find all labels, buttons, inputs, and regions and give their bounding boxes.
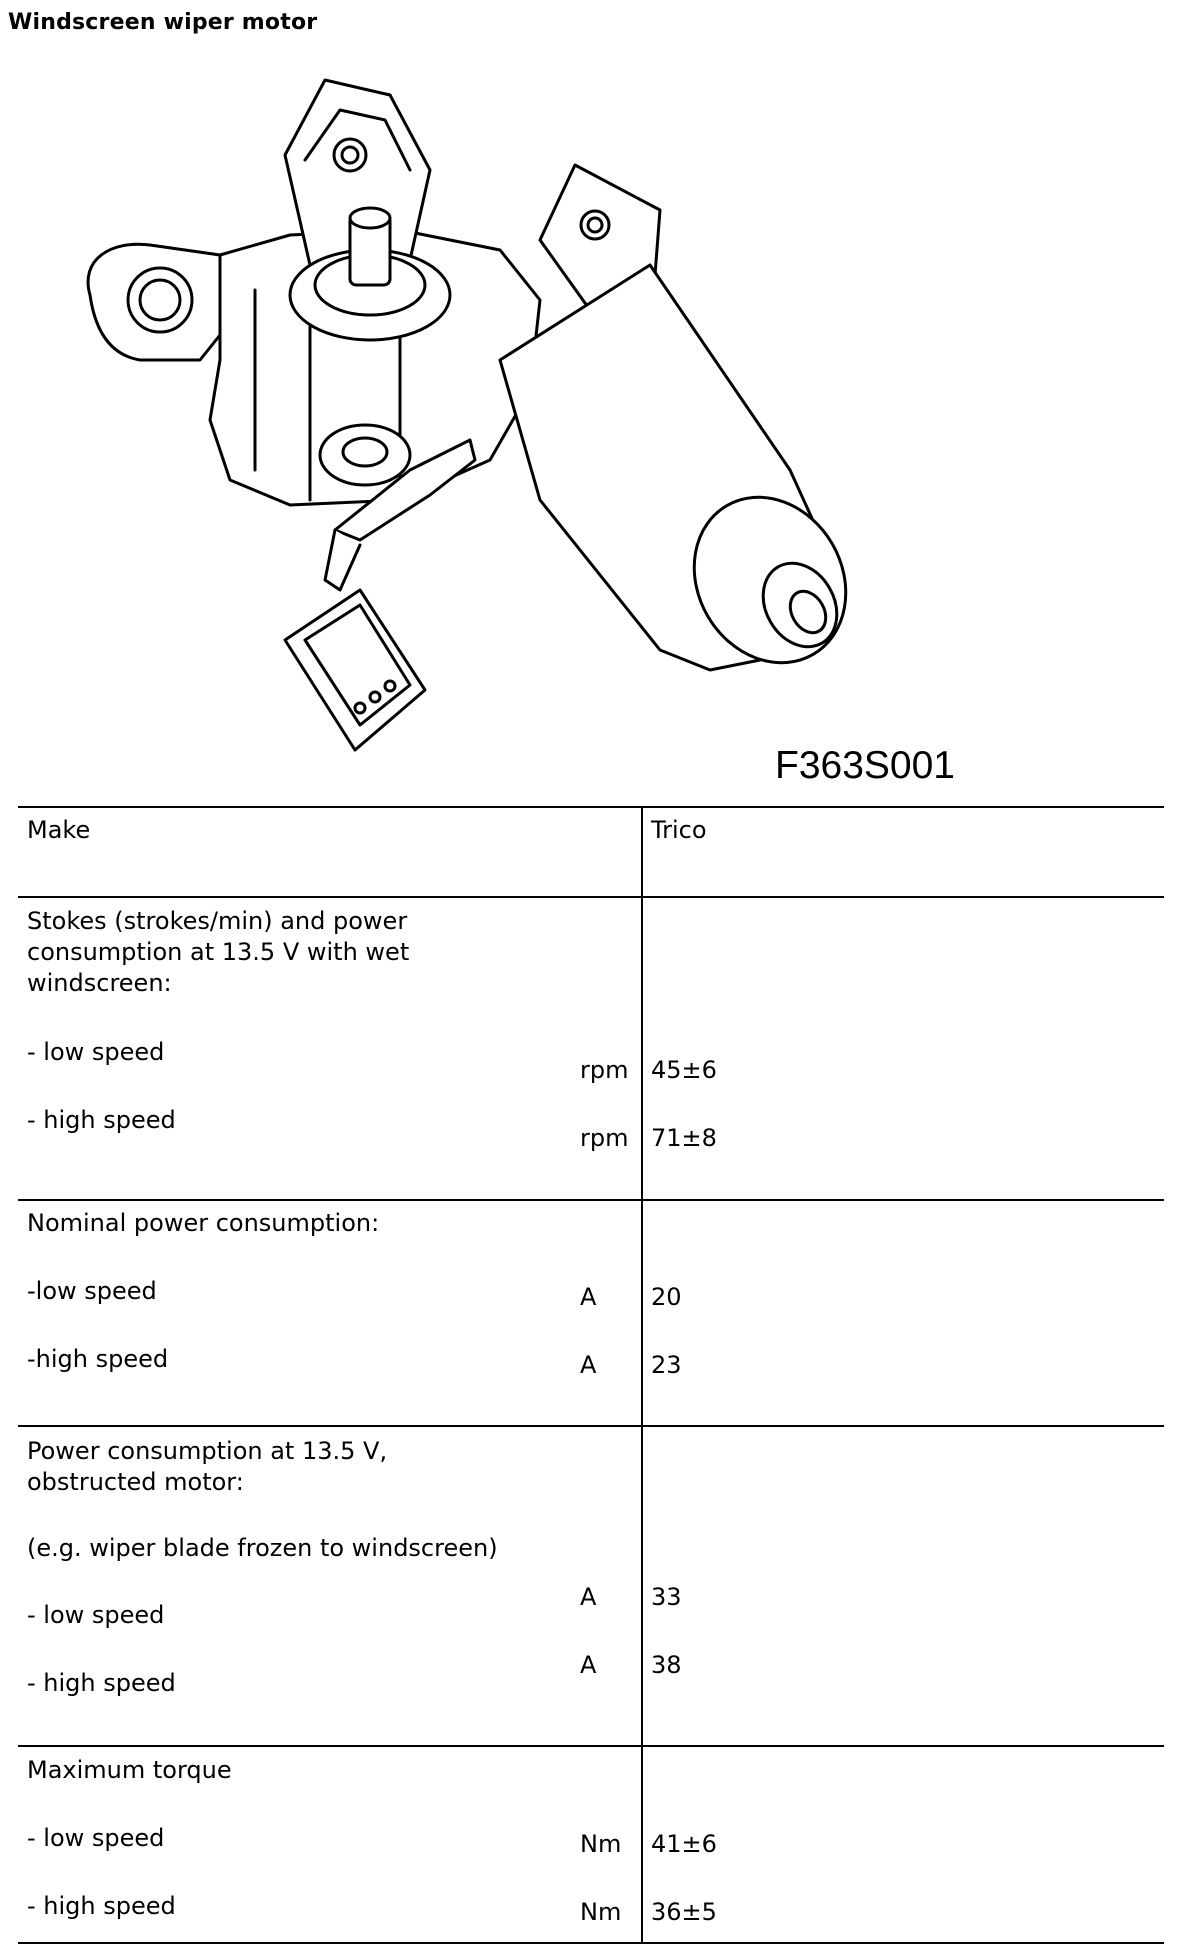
make-label: Make — [27, 816, 91, 844]
obstructed-note: (e.g. wiper blade frozen to windscreen) — [27, 1534, 498, 1562]
torque-low-label: - low speed — [27, 1824, 165, 1852]
nominal-heading: Nominal power consumption: — [27, 1209, 380, 1237]
strokes-high-value: 71±8 — [651, 1124, 717, 1152]
obstructed-high-label: - high speed — [27, 1669, 176, 1697]
table-bottom-rule — [18, 1942, 1164, 1944]
row-divider — [18, 1425, 1164, 1427]
wiper-motor-illustration — [70, 60, 890, 800]
obstructed-low-value: 33 — [651, 1583, 682, 1611]
column-divider — [641, 806, 643, 1944]
nominal-low-value: 20 — [651, 1283, 682, 1311]
obstructed-high-unit: A — [580, 1651, 597, 1679]
row-divider — [18, 896, 1164, 898]
table-top-rule — [18, 806, 1164, 808]
obstructed-high-value: 38 — [651, 1651, 682, 1679]
nominal-low-label: -low speed — [27, 1277, 157, 1305]
nominal-low-unit: A — [580, 1283, 597, 1311]
nominal-high-label: -high speed — [27, 1345, 169, 1373]
strokes-high-unit: rpm — [580, 1124, 629, 1152]
strokes-low-unit: rpm — [580, 1056, 629, 1084]
torque-high-unit: Nm — [580, 1898, 622, 1926]
obstructed-low-label: - low speed — [27, 1601, 165, 1629]
obstructed-low-unit: A — [580, 1583, 597, 1611]
obstructed-heading: Power consumption at 13.5 V, obstructed motor: — [27, 1437, 388, 1496]
page-title: Windscreen wiper motor — [8, 10, 318, 35]
strokes-low-label: - low speed — [27, 1038, 165, 1066]
row-divider — [18, 1199, 1164, 1201]
nominal-high-unit: A — [580, 1351, 597, 1379]
strokes-low-value: 45±6 — [651, 1056, 717, 1084]
strokes-high-label: - high speed — [27, 1106, 176, 1134]
row-divider — [18, 1745, 1164, 1747]
make-value: Trico — [651, 816, 707, 844]
torque-high-label: - high speed — [27, 1892, 176, 1920]
torque-heading: Maximum torque — [27, 1756, 232, 1784]
figure-code: F363S001 — [775, 744, 955, 787]
torque-high-value: 36±5 — [651, 1898, 717, 1926]
strokes-heading: Stokes (strokes/min) and power consumption at 13.5 V with wet windscreen: — [27, 907, 410, 997]
torque-low-unit: Nm — [580, 1830, 622, 1858]
nominal-high-value: 23 — [651, 1351, 682, 1379]
torque-low-value: 41±6 — [651, 1830, 717, 1858]
